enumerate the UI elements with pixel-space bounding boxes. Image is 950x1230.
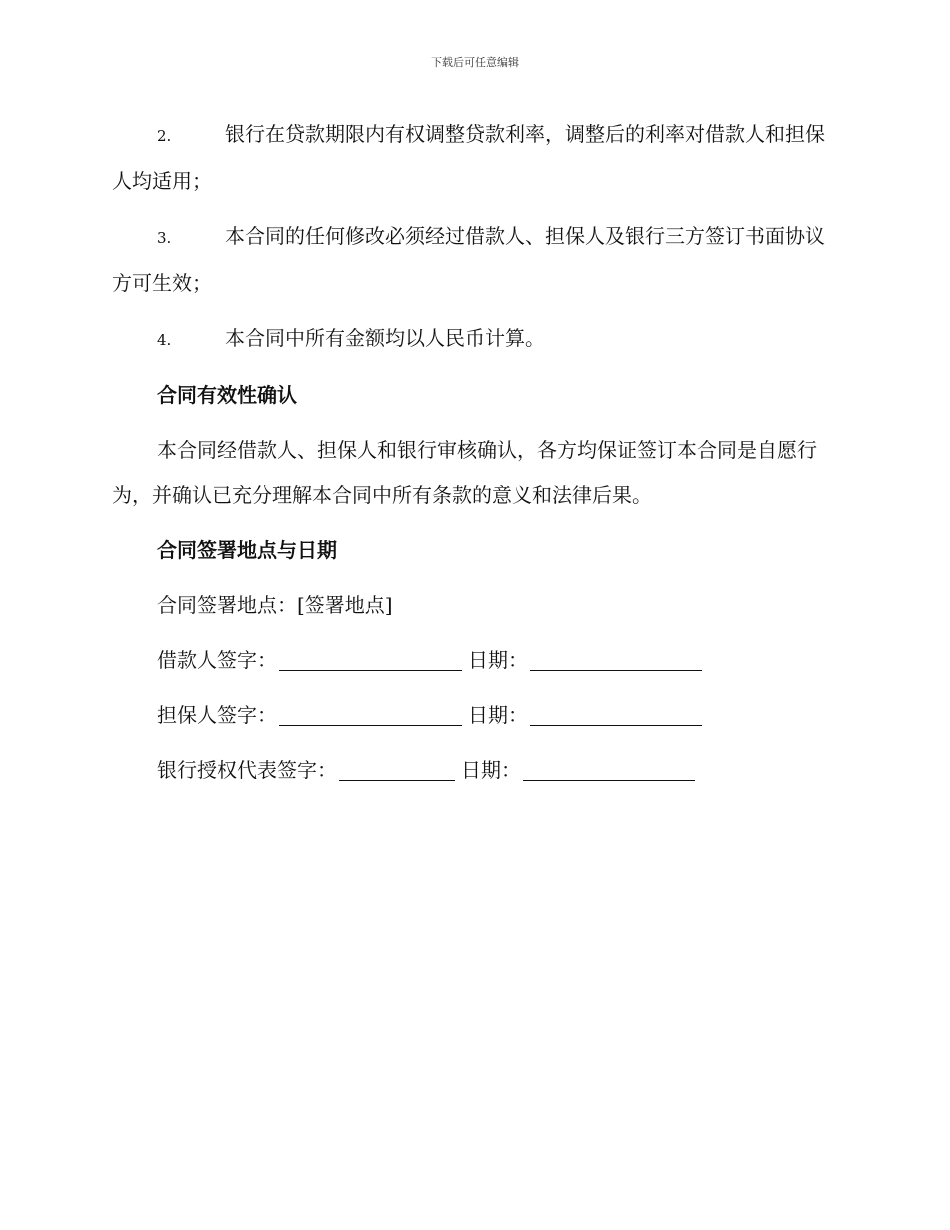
list-item-text: 本合同中所有金额均以人民币计算。 bbox=[225, 326, 545, 350]
list-item-number: 2. bbox=[157, 127, 172, 145]
list-item-number: 4. bbox=[157, 331, 172, 349]
signature-label: 借款人签字： bbox=[157, 648, 277, 672]
date-blank[interactable] bbox=[523, 760, 695, 781]
list-item bbox=[112, 112, 834, 204]
validity-paragraph: 本合同经借款人、担保人和银行审核确认，各方均保证签订本合同是自愿行为，并确认已充分理解本合同中所有条款的意义和法律后果。 bbox=[112, 438, 817, 507]
signature-line-guarantor bbox=[112, 693, 834, 738]
signature-blank[interactable] bbox=[279, 705, 462, 726]
date-blank[interactable] bbox=[530, 705, 702, 726]
date-blank[interactable] bbox=[530, 650, 702, 671]
date-label: 日期： bbox=[461, 758, 521, 782]
signature-line-bank bbox=[112, 748, 834, 793]
signature-line-borrower bbox=[112, 638, 834, 683]
list-item-number: 3. bbox=[157, 229, 172, 247]
section-heading-signing: 合同签署地点与日期 bbox=[157, 538, 337, 562]
signature-blank[interactable] bbox=[279, 650, 462, 671]
signing-place-label: 合同签署地点： bbox=[157, 593, 297, 617]
signing-place-value: [签署地点] bbox=[297, 593, 393, 617]
date-label: 日期： bbox=[468, 648, 528, 672]
page-header: 下载后可任意编辑 bbox=[431, 56, 519, 69]
signature-label: 担保人签字： bbox=[157, 703, 277, 727]
section-heading-validity: 合同有效性确认 bbox=[157, 383, 297, 407]
list-item bbox=[112, 316, 834, 363]
signing-place-line bbox=[112, 583, 834, 628]
signature-label: 银行授权代表签字： bbox=[157, 758, 337, 782]
signature-blank[interactable] bbox=[339, 760, 455, 781]
list-item-text: 本合同的任何修改必须经过借款人、担保人及银行三方签订书面协议方可生效； bbox=[112, 224, 825, 295]
list-item-text: 银行在贷款期限内有权调整贷款利率，调整后的利率对借款人和担保人均适用； bbox=[112, 122, 825, 193]
document-body bbox=[112, 112, 834, 803]
date-label: 日期： bbox=[468, 703, 528, 727]
list-item bbox=[112, 214, 834, 306]
